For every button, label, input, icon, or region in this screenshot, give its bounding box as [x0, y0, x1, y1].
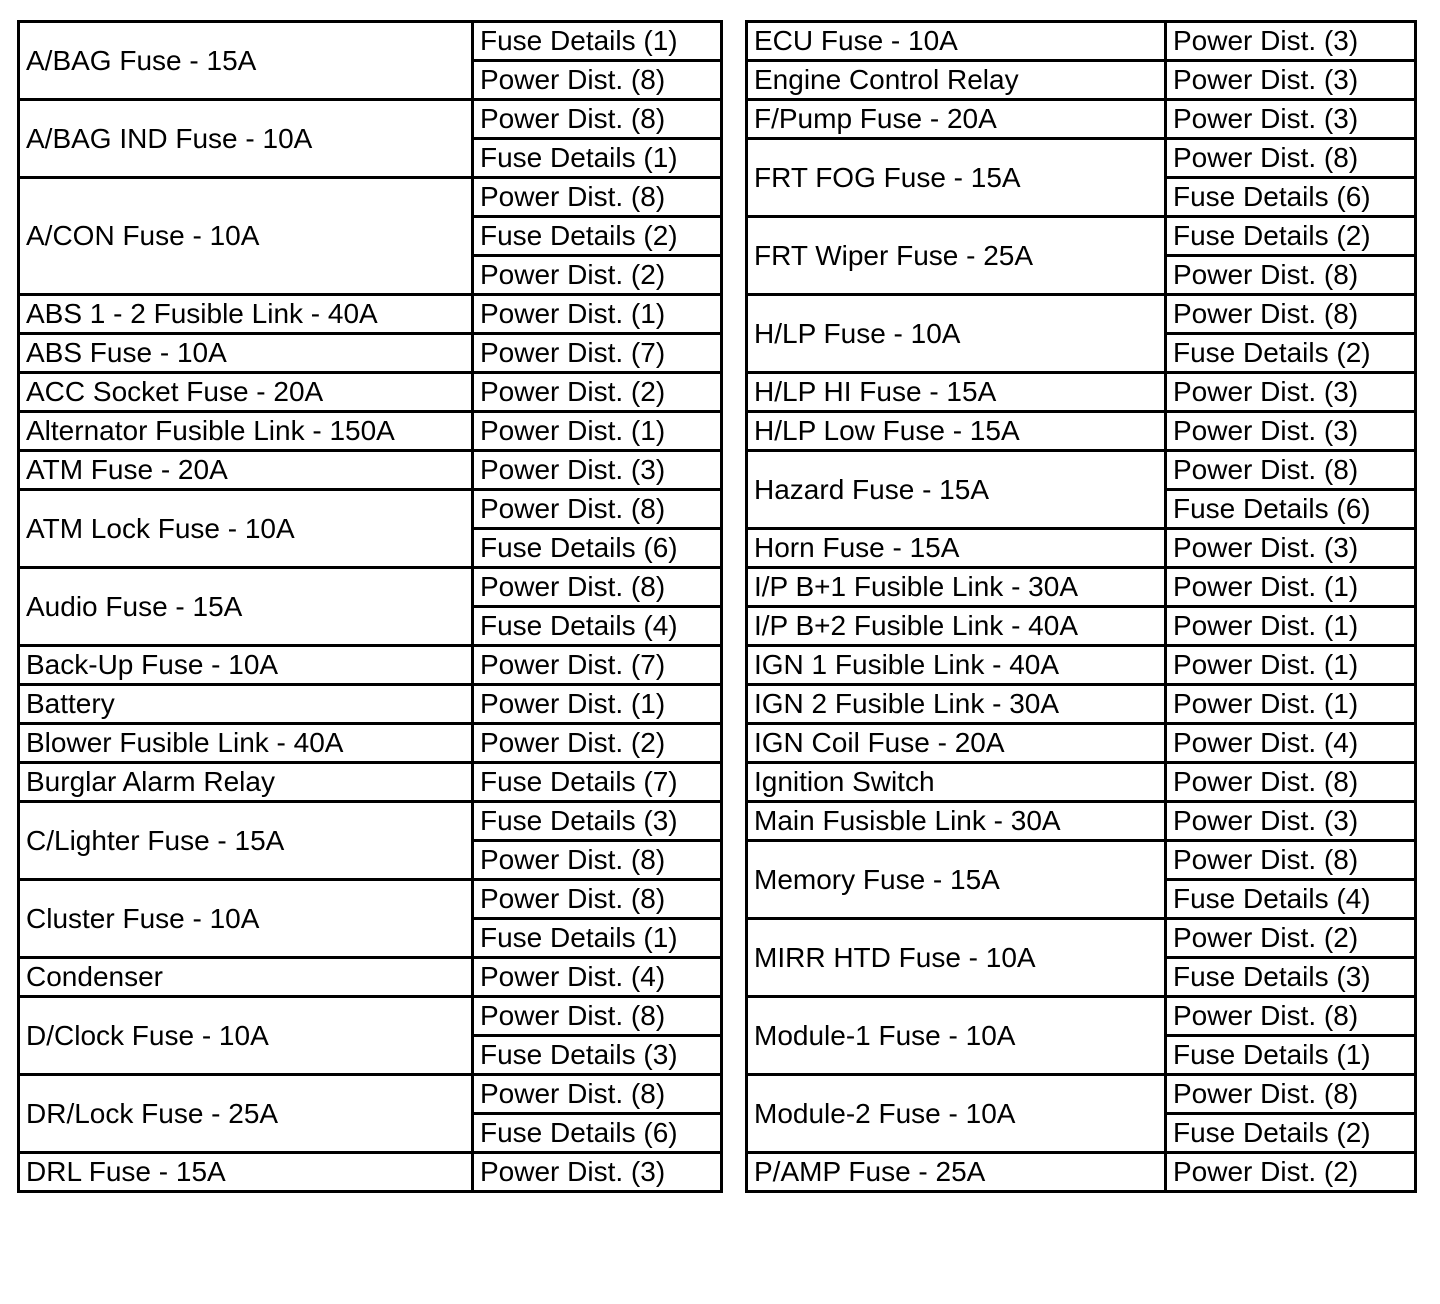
page-reference-cell: Fuse Details (1) [473, 919, 722, 958]
component-name-cell: MIRR HTD Fuse - 10A [747, 919, 1166, 997]
table-row [747, 451, 1416, 490]
page-reference-cell: Power Dist. (1) [1166, 607, 1416, 646]
table-row [747, 724, 1416, 763]
table-row [19, 373, 722, 412]
page-reference-cell: Power Dist. (3) [1166, 61, 1416, 100]
table-row [747, 568, 1416, 607]
page-reference-cell: Power Dist. (1) [1166, 685, 1416, 724]
component-name-cell: Battery [19, 685, 473, 724]
component-name-cell: H/LP Low Fuse - 15A [747, 412, 1166, 451]
table-row [19, 724, 722, 763]
table-row [747, 1075, 1416, 1114]
page-reference-cell: Power Dist. (2) [473, 373, 722, 412]
table-row [747, 100, 1416, 139]
table-row [19, 1075, 722, 1114]
component-name-cell: Module-2 Fuse - 10A [747, 1075, 1166, 1153]
page-reference-cell: Power Dist. (7) [473, 646, 722, 685]
page-reference-cell: Power Dist. (8) [473, 880, 722, 919]
table-row [19, 295, 722, 334]
component-name-cell: Memory Fuse - 15A [747, 841, 1166, 919]
page-reference-cell: Power Dist. (3) [1166, 373, 1416, 412]
component-name-cell: FRT FOG Fuse - 15A [747, 139, 1166, 217]
page-reference-cell: Power Dist. (8) [1166, 997, 1416, 1036]
page-reference-cell: Power Dist. (2) [473, 256, 722, 295]
component-name-cell: ECU Fuse - 10A [747, 22, 1166, 61]
table-row [19, 178, 722, 217]
page-reference-cell: Power Dist. (3) [473, 1153, 722, 1192]
page-reference-cell: Power Dist. (3) [1166, 412, 1416, 451]
component-name-cell: IGN 2 Fusible Link - 30A [747, 685, 1166, 724]
table-row [19, 412, 722, 451]
table-row [747, 22, 1416, 61]
component-name-cell: Horn Fuse - 15A [747, 529, 1166, 568]
component-name-cell: IGN 1 Fusible Link - 40A [747, 646, 1166, 685]
table-row [747, 919, 1416, 958]
page-reference-cell: Fuse Details (3) [473, 1036, 722, 1075]
page-reference-cell: Power Dist. (3) [1166, 22, 1416, 61]
component-name-cell: A/CON Fuse - 10A [19, 178, 473, 295]
table-row [747, 529, 1416, 568]
component-name-cell: I/P B+1 Fusible Link - 30A [747, 568, 1166, 607]
page-reference-cell: Fuse Details (2) [473, 217, 722, 256]
page-reference-cell: Fuse Details (3) [1166, 958, 1416, 997]
table-row [19, 100, 722, 139]
component-name-cell: Audio Fuse - 15A [19, 568, 473, 646]
page-reference-cell: Fuse Details (6) [1166, 178, 1416, 217]
table-row [747, 607, 1416, 646]
table-row [19, 334, 722, 373]
component-name-cell: DR/Lock Fuse - 25A [19, 1075, 473, 1153]
table-row [19, 451, 722, 490]
component-name-cell: ACC Socket Fuse - 20A [19, 373, 473, 412]
left-table-body [19, 22, 722, 1192]
table-row [19, 22, 722, 61]
table-row [747, 61, 1416, 100]
table-row [19, 646, 722, 685]
page-reference-cell: Power Dist. (8) [473, 178, 722, 217]
page-reference-cell: Power Dist. (2) [473, 724, 722, 763]
component-name-cell: H/LP HI Fuse - 15A [747, 373, 1166, 412]
page-reference-cell: Power Dist. (8) [473, 997, 722, 1036]
page-reference-cell: Power Dist. (8) [473, 568, 722, 607]
page-reference-cell: Power Dist. (8) [473, 490, 722, 529]
page-reference-cell: Fuse Details (3) [473, 802, 722, 841]
component-name-cell: FRT Wiper Fuse - 25A [747, 217, 1166, 295]
page-reference-cell: Fuse Details (1) [473, 139, 722, 178]
table-row [747, 685, 1416, 724]
page-reference-cell: Power Dist. (3) [1166, 100, 1416, 139]
component-name-cell: ATM Lock Fuse - 10A [19, 490, 473, 568]
table-row [747, 373, 1416, 412]
component-name-cell: Cluster Fuse - 10A [19, 880, 473, 958]
page-reference-cell: Power Dist. (8) [473, 841, 722, 880]
table-row [19, 958, 722, 997]
table-row [747, 1153, 1416, 1192]
left-table-container [17, 20, 723, 1193]
right-table-container [745, 20, 1417, 1193]
page-reference-cell: Fuse Details (1) [473, 22, 722, 61]
component-name-cell: Burglar Alarm Relay [19, 763, 473, 802]
page-reference-cell: Power Dist. (7) [473, 334, 722, 373]
table-row [747, 139, 1416, 178]
page-reference-cell: Power Dist. (1) [1166, 568, 1416, 607]
page-reference-cell: Power Dist. (8) [473, 61, 722, 100]
component-name-cell: Hazard Fuse - 15A [747, 451, 1166, 529]
table-row [747, 646, 1416, 685]
table-row [19, 568, 722, 607]
page-reference-cell: Power Dist. (8) [473, 1075, 722, 1114]
page-reference-cell: Power Dist. (1) [473, 412, 722, 451]
table-row [747, 217, 1416, 256]
page-reference-cell: Power Dist. (1) [473, 295, 722, 334]
fuse-index-table-right [745, 20, 1417, 1193]
page-reference-cell: Power Dist. (1) [473, 685, 722, 724]
component-name-cell: Blower Fusible Link - 40A [19, 724, 473, 763]
component-name-cell: D/Clock Fuse - 10A [19, 997, 473, 1075]
component-name-cell: Ignition Switch [747, 763, 1166, 802]
component-name-cell: Back-Up Fuse - 10A [19, 646, 473, 685]
page-reference-cell: Fuse Details (4) [1166, 880, 1416, 919]
page-reference-cell: Power Dist. (4) [1166, 724, 1416, 763]
page-reference-cell: Fuse Details (6) [473, 1114, 722, 1153]
page-reference-cell: Fuse Details (7) [473, 763, 722, 802]
page-reference-cell: Power Dist. (8) [1166, 295, 1416, 334]
page-reference-cell: Fuse Details (1) [1166, 1036, 1416, 1075]
page-reference-cell: Power Dist. (8) [1166, 256, 1416, 295]
table-row [747, 295, 1416, 334]
component-name-cell: A/BAG Fuse - 15A [19, 22, 473, 100]
page-reference-cell: Fuse Details (4) [473, 607, 722, 646]
component-name-cell: C/Lighter Fuse - 15A [19, 802, 473, 880]
page-reference-cell: Power Dist. (3) [473, 451, 722, 490]
page-reference-cell: Power Dist. (8) [1166, 763, 1416, 802]
page-reference-cell: Power Dist. (4) [473, 958, 722, 997]
table-row [747, 763, 1416, 802]
fuse-index-table-left [17, 20, 723, 1193]
component-name-cell: ATM Fuse - 20A [19, 451, 473, 490]
page-reference-cell: Power Dist. (8) [1166, 451, 1416, 490]
page-reference-cell: Fuse Details (2) [1166, 1114, 1416, 1153]
component-name-cell: A/BAG IND Fuse - 10A [19, 100, 473, 178]
page-reference-cell: Fuse Details (2) [1166, 334, 1416, 373]
component-name-cell: DRL Fuse - 15A [19, 1153, 473, 1192]
page-reference-cell: Power Dist. (2) [1166, 919, 1416, 958]
page-reference-cell: Power Dist. (2) [1166, 1153, 1416, 1192]
table-row [19, 1153, 722, 1192]
component-name-cell: F/Pump Fuse - 20A [747, 100, 1166, 139]
page-reference-cell: Fuse Details (6) [473, 529, 722, 568]
table-row [19, 997, 722, 1036]
table-row [19, 763, 722, 802]
page-reference-cell: Power Dist. (8) [1166, 1075, 1416, 1114]
table-row [19, 880, 722, 919]
page-reference-cell: Power Dist. (1) [1166, 646, 1416, 685]
page-reference-cell: Fuse Details (6) [1166, 490, 1416, 529]
table-row [747, 997, 1416, 1036]
component-name-cell: P/AMP Fuse - 25A [747, 1153, 1166, 1192]
page-reference-cell: Power Dist. (3) [1166, 802, 1416, 841]
table-row [747, 412, 1416, 451]
page-reference-cell: Power Dist. (8) [473, 100, 722, 139]
component-name-cell: H/LP Fuse - 10A [747, 295, 1166, 373]
table-row [19, 490, 722, 529]
component-name-cell: Engine Control Relay [747, 61, 1166, 100]
component-name-cell: ABS 1 - 2 Fusible Link - 40A [19, 295, 473, 334]
page-reference-cell: Power Dist. (3) [1166, 529, 1416, 568]
table-row [19, 685, 722, 724]
component-name-cell: ABS Fuse - 10A [19, 334, 473, 373]
table-row [19, 802, 722, 841]
page-reference-cell: Fuse Details (2) [1166, 217, 1416, 256]
component-name-cell: Main Fusisble Link - 30A [747, 802, 1166, 841]
component-name-cell: Alternator Fusible Link - 150A [19, 412, 473, 451]
table-row [747, 841, 1416, 880]
component-name-cell: I/P B+2 Fusible Link - 40A [747, 607, 1166, 646]
component-name-cell: IGN Coil Fuse - 20A [747, 724, 1166, 763]
right-table-body [747, 22, 1416, 1192]
page-reference-cell: Power Dist. (8) [1166, 841, 1416, 880]
table-row [747, 802, 1416, 841]
component-name-cell: Condenser [19, 958, 473, 997]
page-reference-cell: Power Dist. (8) [1166, 139, 1416, 178]
component-name-cell: Module-1 Fuse - 10A [747, 997, 1166, 1075]
